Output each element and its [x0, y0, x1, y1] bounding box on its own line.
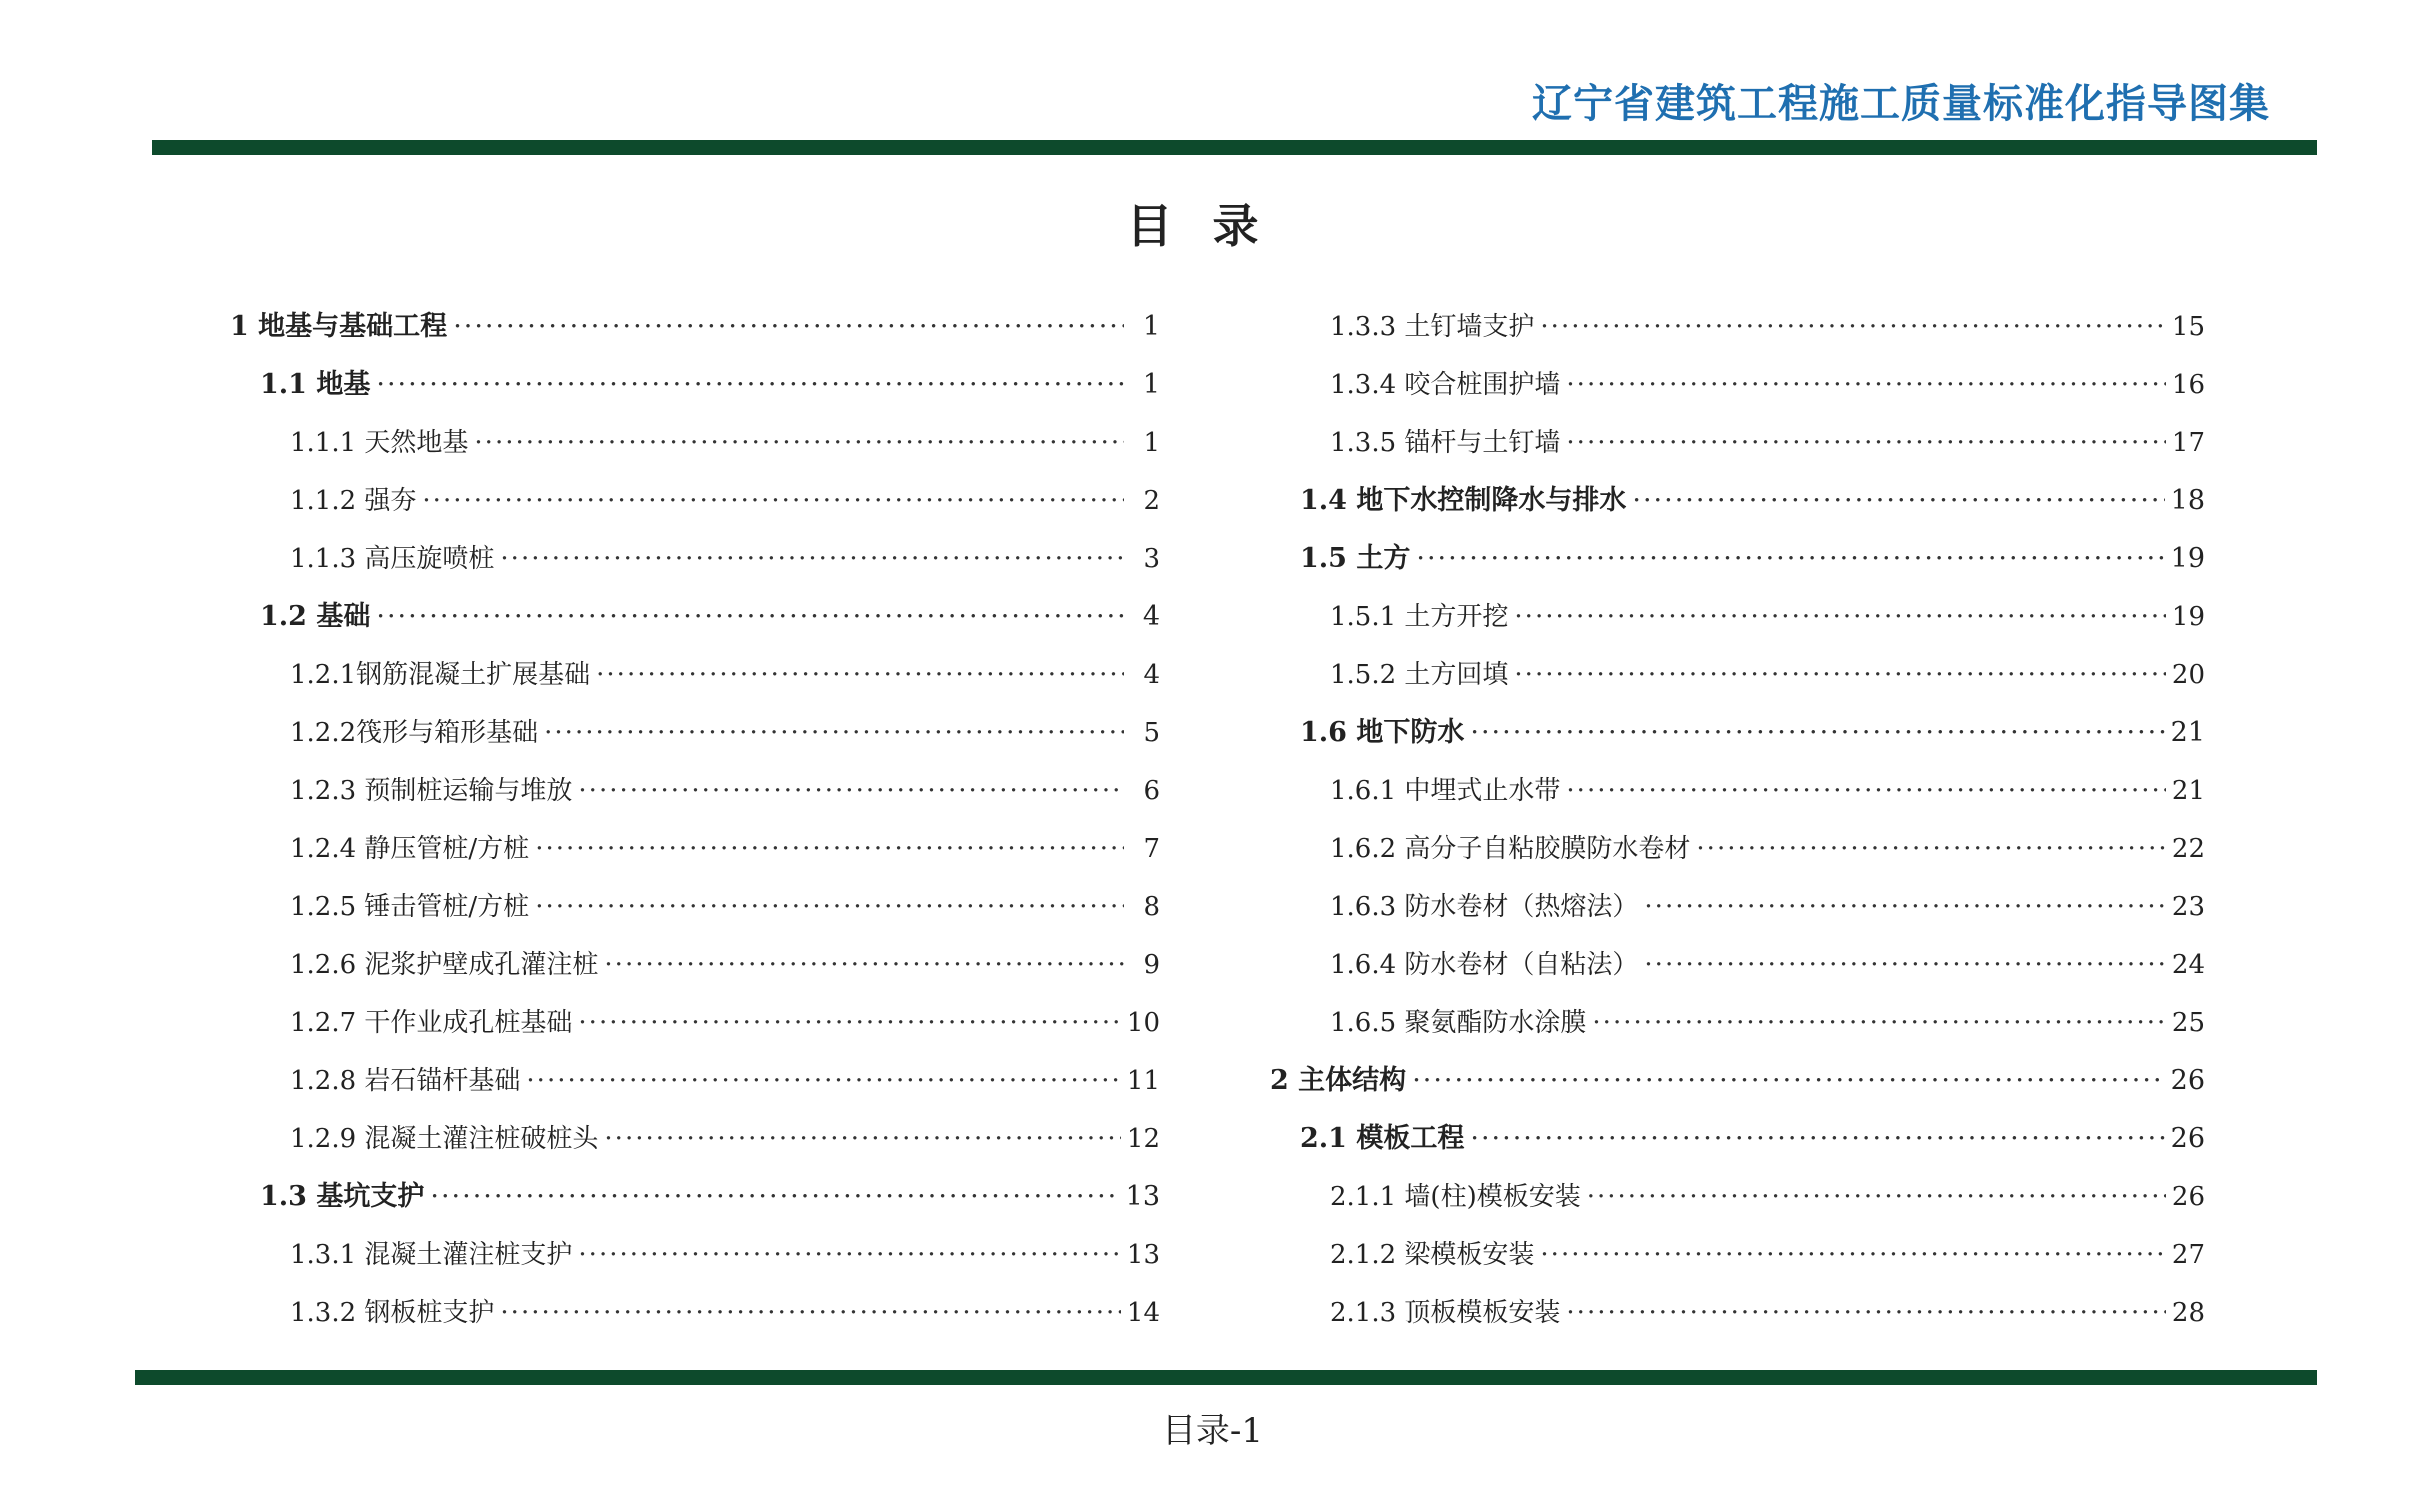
toc-entry[interactable]	[230, 298, 1160, 356]
toc-entry-page: 6	[1143, 776, 1160, 806]
toc-entry-page: 27	[2171, 1240, 2205, 1270]
toc-entry-page: 3	[1143, 544, 1160, 574]
toc-entry-label: 1.6.2 高分子自粘胶膜防水卷材	[1330, 834, 1691, 864]
toc-dot-leader	[1416, 530, 2164, 588]
toc-entry-page: 11	[1126, 1066, 1160, 1096]
toc-entry[interactable]	[230, 820, 1160, 878]
toc-entry-label: 1.2.6 泥浆护壁成孔灌注桩	[290, 950, 599, 980]
document-header-title: 辽宁省建筑工程施工质量标准化指导图集	[1532, 81, 2270, 127]
toc-entry-label: 1.3.4 咬合桩围护墙	[1330, 370, 1561, 400]
toc-dot-leader	[1514, 646, 2165, 704]
toc-dot-leader	[422, 472, 1124, 530]
toc-entry-label: 1.5.2 土方回填	[1330, 660, 1509, 690]
toc-entry[interactable]	[1270, 704, 2205, 762]
toc-entry-page: 16	[2171, 370, 2205, 400]
toc-entry[interactable]	[1270, 1284, 2205, 1342]
toc-entry-page: 1	[1143, 428, 1160, 458]
toc-entry[interactable]	[230, 1052, 1160, 1110]
toc-entry-page: 1	[1142, 311, 1160, 342]
toc-entry[interactable]	[230, 588, 1160, 646]
toc-dot-leader	[578, 1226, 1120, 1284]
toc-dot-leader	[1632, 472, 2164, 530]
toc-entry-label: 2.1.1 墙(柱)模板安装	[1330, 1182, 1581, 1212]
toc-entry-label: 1.1.2 强夯	[290, 486, 417, 516]
toc-entry-page: 23	[2171, 892, 2205, 922]
toc-entry-label: 1.6.4 防水卷材（自粘法）	[1330, 950, 1639, 980]
toc-dot-leader	[1540, 298, 2165, 356]
toc-entry[interactable]	[1270, 820, 2205, 878]
toc-entry-label: 1.6.1 中埋式止水带	[1330, 776, 1561, 806]
toc-entry[interactable]	[1270, 588, 2205, 646]
toc-entry-page: 8	[1143, 892, 1160, 922]
toc-entry[interactable]	[1270, 298, 2205, 356]
toc-entry-label: 1.3.1 混凝土灌注桩支护	[290, 1240, 573, 1270]
toc-entry-label: 2 主体结构	[1270, 1065, 1407, 1096]
toc-column-left	[230, 298, 1160, 1342]
toc-dot-leader	[526, 1052, 1120, 1110]
page-title: 目录	[1126, 199, 1299, 253]
toc-entry-page: 14	[1126, 1298, 1160, 1328]
toc-entry-page: 7	[1143, 834, 1160, 864]
toc-entry-page: 9	[1143, 950, 1160, 980]
toc-entry-page: 10	[1126, 1008, 1160, 1038]
toc-entry-page: 12	[1126, 1124, 1160, 1154]
toc-entry-page: 4	[1142, 601, 1160, 632]
header-divider	[152, 140, 2317, 155]
toc-entry-label: 1.6.3 防水卷材（热熔法）	[1330, 892, 1639, 922]
page-number: 目录-1	[1161, 1411, 1264, 1451]
toc-entry[interactable]	[1270, 762, 2205, 820]
toc-entry-page: 15	[2171, 312, 2205, 342]
toc-entry[interactable]	[230, 762, 1160, 820]
toc-dot-leader	[430, 1168, 1119, 1226]
toc-entry-label: 2.1 模板工程	[1300, 1123, 1465, 1154]
toc-dot-leader	[500, 530, 1124, 588]
toc-entry[interactable]	[1270, 936, 2205, 994]
toc-entry[interactable]	[1270, 646, 2205, 704]
toc-dot-leader	[1696, 820, 2165, 878]
toc-entry-label: 1.1.3 高压旋喷桩	[290, 544, 495, 574]
toc-entry-page: 19	[2170, 543, 2205, 574]
toc-entry[interactable]	[1270, 878, 2205, 936]
toc-entry[interactable]	[1270, 994, 2205, 1052]
toc-dot-leader	[474, 414, 1124, 472]
toc-entry-label: 1.2.8 岩石锚杆基础	[290, 1066, 521, 1096]
toc-entry[interactable]	[1270, 1168, 2205, 1226]
toc-dot-leader	[1566, 762, 2165, 820]
toc-entry[interactable]	[230, 472, 1160, 530]
toc-dot-leader	[376, 588, 1124, 646]
toc-entry[interactable]	[230, 1168, 1160, 1226]
toc-dot-leader	[376, 356, 1124, 414]
toc-column-right	[1270, 298, 2205, 1342]
toc-dot-leader	[1566, 356, 2165, 414]
toc-entry[interactable]	[230, 530, 1160, 588]
toc-entry[interactable]	[230, 994, 1160, 1052]
toc-entry-label: 1.1.1 天然地基	[290, 428, 469, 458]
toc-dot-leader	[544, 704, 1124, 762]
toc-entry[interactable]	[230, 936, 1160, 994]
toc-dot-leader	[535, 878, 1124, 936]
toc-dot-leader	[604, 936, 1124, 994]
toc-entry-label: 1.3.3 土钉墙支护	[1330, 312, 1535, 342]
toc-entry[interactable]	[1270, 414, 2205, 472]
toc-dot-leader	[1470, 1110, 2164, 1168]
toc-dot-leader	[500, 1284, 1120, 1342]
toc-entry-page: 2	[1143, 486, 1160, 516]
toc-dot-leader	[535, 820, 1124, 878]
toc-entry-page: 18	[2170, 485, 2205, 516]
toc-entry-label: 1.3.5 锚杆与土钉墙	[1330, 428, 1561, 458]
toc-entry-label: 1.5.1 土方开挖	[1330, 602, 1509, 632]
toc-entry-label: 1 地基与基础工程	[230, 311, 448, 342]
toc-entry-page: 25	[2171, 1008, 2205, 1038]
toc-entry-page: 5	[1143, 718, 1160, 748]
toc-dot-leader	[596, 646, 1124, 704]
toc-entry[interactable]	[230, 414, 1160, 472]
toc-entry-label: 1.6 地下防水	[1300, 717, 1465, 748]
toc-entry-page: 22	[2171, 834, 2205, 864]
toc-entry[interactable]	[1270, 530, 2205, 588]
toc-dot-leader	[578, 762, 1124, 820]
toc-entry-label: 1.3 基坑支护	[260, 1181, 425, 1212]
toc-entry-label: 1.2.1钢筋混凝土扩展基础	[290, 660, 591, 690]
toc-entry-label: 1.5 土方	[1300, 543, 1411, 574]
toc-entry-page: 4	[1143, 660, 1160, 690]
toc-entry-label: 1.3.2 钢板桩支护	[290, 1298, 495, 1328]
toc-dot-leader	[1592, 994, 2165, 1052]
toc-entry[interactable]	[230, 878, 1160, 936]
toc-entry[interactable]	[230, 356, 1160, 414]
toc-entry-label: 1.2.2筏形与箱形基础	[290, 718, 539, 748]
toc-entry-label: 1.2.9 混凝土灌注桩破桩头	[290, 1124, 599, 1154]
toc-entry[interactable]	[230, 646, 1160, 704]
toc-entry-label: 1.1 地基	[260, 369, 371, 400]
toc-entry[interactable]	[1270, 1052, 2205, 1110]
toc-dot-leader	[453, 298, 1124, 356]
toc-dot-leader	[1644, 936, 2165, 994]
toc-entry-page: 26	[2170, 1065, 2205, 1096]
toc-entry-page: 21	[2170, 717, 2205, 748]
toc-dot-leader	[1412, 1052, 2164, 1110]
toc-entry-page: 19	[2171, 602, 2205, 632]
toc-entry[interactable]	[230, 1226, 1160, 1284]
toc-entry-page: 1	[1142, 369, 1160, 400]
toc-entry-page: 24	[2171, 950, 2205, 980]
toc-entry-label: 1.2.3 预制桩运输与堆放	[290, 776, 573, 806]
toc-entry[interactable]	[230, 1284, 1160, 1342]
toc-dot-leader	[1644, 878, 2165, 936]
toc-entry-page: 13	[1126, 1240, 1160, 1270]
toc-entry[interactable]	[1270, 1226, 2205, 1284]
toc-entry-label: 1.2 基础	[260, 601, 371, 632]
toc-dot-leader	[1540, 1226, 2165, 1284]
toc-entry[interactable]	[1270, 1110, 2205, 1168]
toc-dot-leader	[1566, 414, 2165, 472]
toc-entry[interactable]	[230, 1110, 1160, 1168]
footer-divider	[135, 1370, 2317, 1385]
toc-entry-page: 17	[2171, 428, 2205, 458]
toc-entry[interactable]	[1270, 356, 2205, 414]
toc-entry-label: 1.2.7 干作业成孔桩基础	[290, 1008, 573, 1038]
toc-entry-label: 1.4 地下水控制降水与排水	[1300, 485, 1627, 516]
toc-dot-leader	[1566, 1284, 2165, 1342]
toc-dot-leader	[1514, 588, 2165, 646]
toc-entry-page: 26	[2170, 1123, 2205, 1154]
toc-entry-page: 13	[1125, 1181, 1160, 1212]
toc-dot-leader	[604, 1110, 1120, 1168]
toc-entry-label: 2.1.3 顶板模板安装	[1330, 1298, 1561, 1328]
toc-entry-label: 1.6.5 聚氨酯防水涂膜	[1330, 1008, 1587, 1038]
toc-entry-label: 1.2.4 静压管桩/方桩	[290, 834, 530, 864]
toc-dot-leader	[1587, 1168, 2166, 1226]
toc-entry-label: 2.1.2 梁模板安装	[1330, 1240, 1535, 1270]
toc-entry-page: 20	[2171, 660, 2205, 690]
toc-entry-page: 28	[2171, 1298, 2205, 1328]
toc-entry-page: 26	[2171, 1182, 2205, 1212]
toc-entry[interactable]	[230, 704, 1160, 762]
toc-entry-page: 21	[2171, 776, 2205, 806]
toc-entry-label: 1.2.5 锤击管桩/方桩	[290, 892, 530, 922]
toc-dot-leader	[1470, 704, 2164, 762]
toc-dot-leader	[578, 994, 1120, 1052]
toc-entry[interactable]	[1270, 472, 2205, 530]
